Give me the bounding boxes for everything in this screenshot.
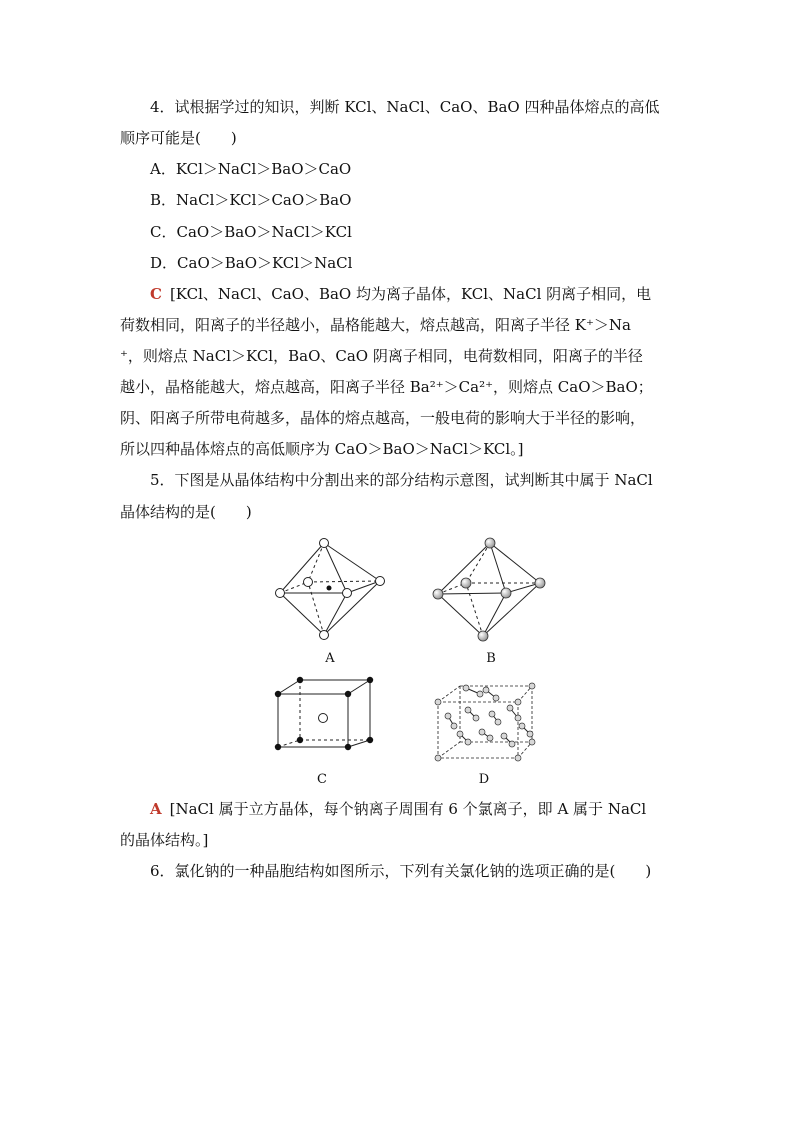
- figure-d-label: D: [478, 772, 490, 787]
- q4-option-c: C．CaO＞BaO＞NaCl＞KCl: [150, 223, 352, 241]
- q4-explanation-line2: 荷数相同，阳离子的半径越小，晶格能越大，熔点越高，阳离子半径 K⁺＞Na: [120, 316, 631, 334]
- q5-explain-text-1: [NaCl 属于立方晶体，每个钠离子周围有 6 个氯离子，即 A 属于 NaCl: [169, 800, 647, 818]
- figure-b-octahedron: [430, 535, 550, 645]
- figure-d-cube: [432, 676, 544, 766]
- figure-a-label: A: [325, 651, 335, 666]
- q5-explanation-line2: 的晶体结构。]: [120, 831, 209, 849]
- q6-stem: 6．氯化钠的一种晶胞结构如图所示，下列有关氯化钠的选项正确的是( ): [150, 862, 652, 880]
- q5-stem-line1: 5．下图是从晶体结构中分割出来的部分结构示意图，试判断其中属于 NaCl: [150, 471, 653, 489]
- q4-stem-line1: 4．试根据学过的知识，判断 KCl、NaCl、CaO、BaO 四种晶体熔点的高低: [150, 98, 660, 116]
- figure-b-label: B: [486, 651, 496, 666]
- q4-stem-line2: 顺序可能是( ): [120, 129, 237, 147]
- figure-c-label: C: [317, 772, 327, 787]
- figure-c-cube: [270, 672, 380, 752]
- q5-stem-line2: 晶体结构的是( ): [120, 503, 252, 521]
- q4-explanation-line3: ⁺，则熔点 NaCl＞KCl，BaO、CaO 阴离子相同，电荷数相同，阳离子的半径: [120, 347, 643, 365]
- q4-explanation-line5: 阴、阳离子所带电荷越多，晶体的熔点越高，一般电荷的影响大于半径的影响，: [120, 409, 646, 427]
- q5-explanation-line1: [150, 799, 706, 819]
- q4-option-d: D．CaO＞BaO＞KCl＞NaCl: [150, 254, 353, 272]
- q4-explanation-line1: [150, 284, 706, 304]
- q4-option-a: A．KCl＞NaCl＞BaO＞CaO: [150, 160, 352, 178]
- q4-option-b: B．NaCl＞KCl＞CaO＞BaO: [150, 191, 352, 209]
- q4-explain-text-1: [KCl、NaCl、CaO、BaO 均为离子晶体，KCl、NaCl 阴离子相同，电: [169, 285, 652, 303]
- q4-explanation-line4: 越小，晶格能越大，熔点越高，阳离子半径 Ba²⁺＞Ca²⁺，则熔点 CaO＞BaO；: [120, 378, 653, 396]
- q5-answer: A: [150, 800, 162, 818]
- q4-explanation-line6: 所以四种晶体熔点的高低顺序为 CaO＞BaO＞NaCl＞KCl。]: [120, 440, 524, 458]
- figure-a-octahedron: [270, 535, 390, 645]
- q4-answer: C: [150, 285, 162, 303]
